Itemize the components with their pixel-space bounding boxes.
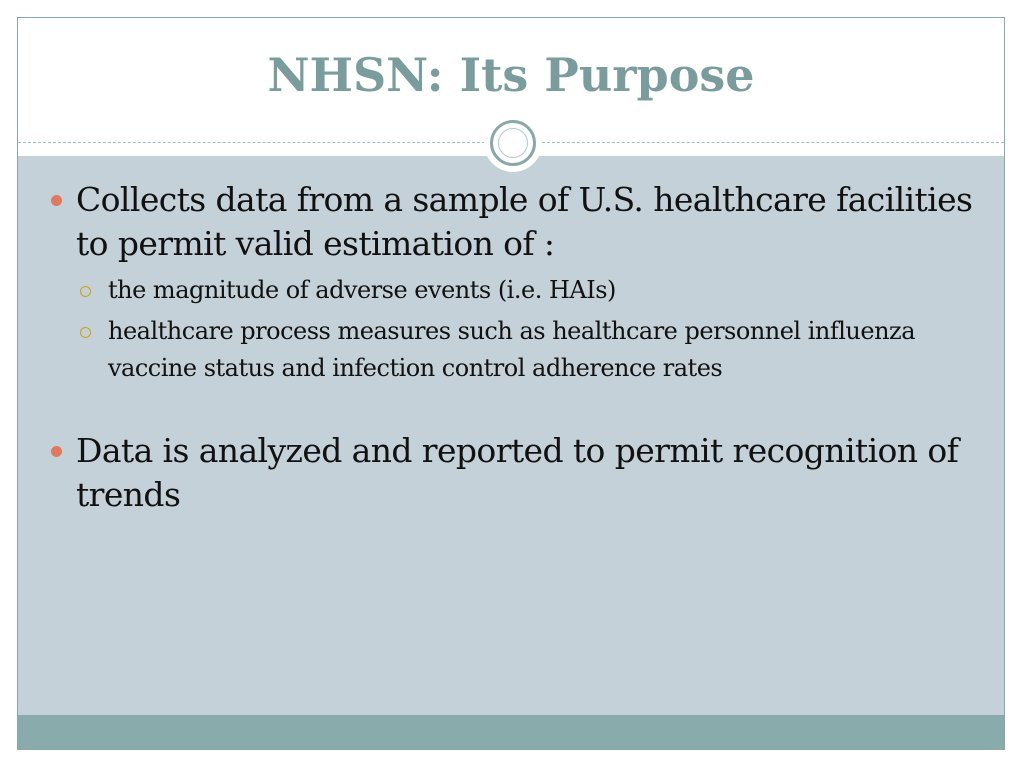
bullet-list [48,178,988,517]
ornament-ring [490,120,536,166]
bullet-text: Collects data from a sample of U.S. healthcare facilities to permit valid estimation of : [76,180,973,263]
hollow-circle-bullet-icon [80,286,91,297]
bullet-item [48,429,988,517]
hollow-circle-bullet-icon [80,327,91,338]
ornament-inner-ring [498,128,528,158]
bullet-item [48,178,988,266]
filled-circle-bullet-icon [51,195,62,206]
bullet-text: Data is analyzed and reported to permit recognition of trends [76,431,959,514]
filled-circle-bullet-icon [51,446,62,457]
circle-ornament-icon [484,114,542,172]
slide [17,17,1005,750]
sub-bullet-item [48,272,988,309]
sub-bullet-text: healthcare process measures such as healthcare personnel influenza vaccine status and infection control adherence rates [108,317,915,382]
bullet-spacer [48,391,988,429]
footer-band [18,715,1004,749]
sub-bullet-text: the magnitude of adverse events (i.e. HAIs) [108,276,616,304]
sub-bullet-item [48,313,988,387]
slide-title: NHSN: Its Purpose [267,48,755,102]
sub-bullet-list [48,272,988,387]
